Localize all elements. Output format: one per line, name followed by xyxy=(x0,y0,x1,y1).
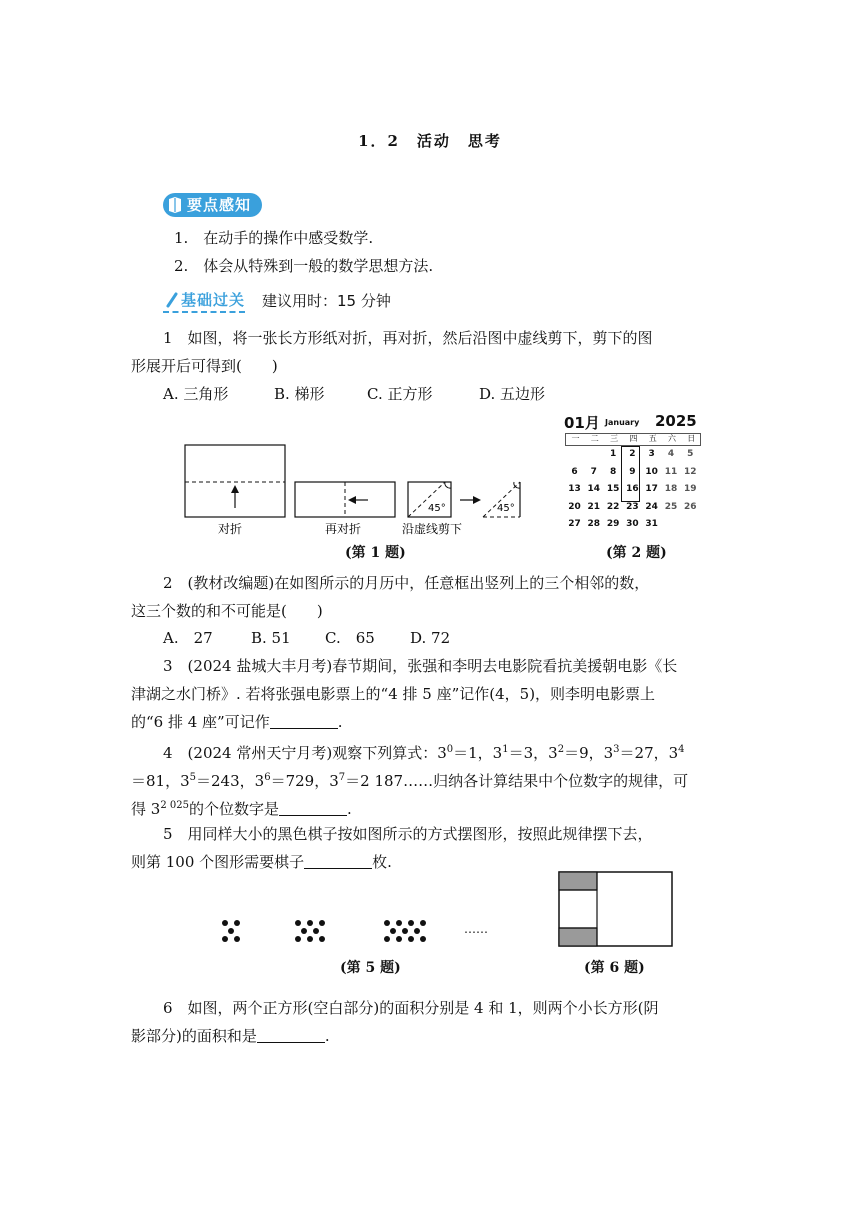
q4-exp: 0 xyxy=(446,744,454,755)
calendar-day: 6 xyxy=(571,466,578,477)
q4-answer-blank[interactable] xyxy=(279,799,347,816)
q2-line1: 2 (教材改编题)在如图所示的月历中，任意框出竖列上的三个相邻的数， xyxy=(163,574,650,592)
label-cut: 沿虚线剪下 xyxy=(402,522,463,536)
q4-text: ＝81，3 xyxy=(131,772,190,790)
calendar-day: 20 xyxy=(568,501,581,512)
q5-figure xyxy=(215,914,455,950)
q4-exp: 1 xyxy=(502,744,509,755)
calendar-day: 9 xyxy=(629,466,636,477)
calendar-day: 13 xyxy=(568,484,581,494)
q4-exp: 7 xyxy=(338,772,346,783)
calendar-day: 28 xyxy=(587,519,601,529)
shaded-rect-bottom xyxy=(559,928,597,946)
q4-line1 xyxy=(163,736,685,767)
calendar-day: 23 xyxy=(626,501,639,512)
q6-line2 xyxy=(131,1022,330,1050)
calendar-day: 15 xyxy=(606,484,620,494)
corner-arc xyxy=(445,482,451,488)
calendar-month: 01月 xyxy=(564,414,600,432)
page-title: 1．2 活动 思考 xyxy=(358,132,502,150)
calendar-day: 12 xyxy=(684,466,697,477)
q2-option-b: B. 51 xyxy=(251,629,291,647)
q4-text: 得 3 xyxy=(131,800,161,818)
q4-text: ＝2 187……归纳各计算结果中个位数字的规律，可 xyxy=(345,772,689,790)
key-points-badge xyxy=(163,193,262,217)
caption-q1: (第 1 题) xyxy=(345,545,406,561)
calendar-day: 3 xyxy=(648,449,655,459)
calendar-weekday: 二 xyxy=(590,434,599,443)
calendar-day: 1 xyxy=(609,449,617,459)
q3-line2: 津湖之水门桥》. 若将张强电影票上的“4 排 5 座”记作(4，5)，则李明电影票上 xyxy=(131,685,656,703)
q4-exp: 4 xyxy=(678,744,685,755)
calendar-day: 2 xyxy=(629,449,636,459)
q4-line3 xyxy=(131,792,352,823)
angle-label-1: 45° xyxy=(428,503,446,514)
caption-q5: (第 5 题) xyxy=(340,960,401,976)
q1-figure xyxy=(180,440,530,540)
calendar-day: 18 xyxy=(664,484,678,494)
label-fold-again: 再对折 xyxy=(325,522,362,536)
q4-exp: 2 xyxy=(557,744,565,755)
q4-exp: 6 xyxy=(264,772,271,783)
calendar-weekday: 四 xyxy=(629,434,638,443)
caption-q2: (第 2 题) xyxy=(606,545,667,561)
pattern-2 xyxy=(295,920,325,942)
calendar-day: 11 xyxy=(664,466,678,477)
key-point-1: 1. 在动手的操作中感受数学. xyxy=(174,229,374,247)
key-point-2: 2. 体会从特殊到一般的数学思想方法. xyxy=(174,257,434,275)
calendar-day: 29 xyxy=(606,519,620,529)
calendar-day: 14 xyxy=(587,484,601,494)
q3-line1: 3 (2024 盐城大丰月考)春节期间，张强和李明去电影院看抗美援朝电影《长 xyxy=(163,657,678,675)
pattern-1 xyxy=(222,920,240,942)
key-points-label: 要点感知 xyxy=(187,196,252,214)
q2-options xyxy=(163,624,450,652)
q1-option-b: B. 梯形 xyxy=(274,385,325,403)
shaded-rect-top xyxy=(559,872,597,890)
q5-ellipsis: …… xyxy=(464,922,488,936)
calendar-day: 7 xyxy=(590,466,597,477)
label-fold: 对折 xyxy=(218,522,243,536)
q1-option-a: A. 三角形 xyxy=(163,385,229,403)
calendar-day: 16 xyxy=(626,484,639,494)
q6-figure xyxy=(556,870,674,950)
q4-text: 4 (2024 常州天宁月考)观察下列算式：3 xyxy=(163,744,447,762)
angle-label-2: 45° xyxy=(497,503,515,514)
q6-answer-blank[interactable] xyxy=(257,1026,325,1043)
q4-text: ＝3，3 xyxy=(508,744,558,762)
calendar-month-en: January xyxy=(605,418,640,427)
calendar-day: 4 xyxy=(667,449,675,459)
q4-text: 的个位数字是 xyxy=(188,800,279,818)
arrow-head-up-icon xyxy=(231,485,239,493)
q5-line1: 5 用同样大小的黑色棋子按如图所示的方式摆图形，按照此规律摆下去， xyxy=(163,825,653,843)
q3-line3 xyxy=(131,708,343,736)
q5-answer-blank[interactable] xyxy=(304,852,372,869)
q4-line2 xyxy=(131,764,688,795)
q3-line3-text: 的“6 排 4 座”可记作 xyxy=(131,713,270,731)
calendar-day: 8 xyxy=(609,466,617,477)
q1-option-d: D. 五边形 xyxy=(479,385,546,403)
q4-exp: 2 025 xyxy=(160,800,189,811)
q1-option-c: C. 正方形 xyxy=(367,385,433,403)
q5-text: 则第 100 个图形需要棋子 xyxy=(131,853,305,871)
calendar-weekday: 一 xyxy=(571,434,580,443)
calendar-day: 10 xyxy=(645,466,658,477)
q4-text: ＝9，3 xyxy=(564,744,614,762)
calendar-day: 31 xyxy=(645,519,658,529)
book-icon xyxy=(167,196,183,214)
calendar xyxy=(562,412,702,537)
q4-period: . xyxy=(346,800,352,818)
calendar-day: 17 xyxy=(645,484,658,494)
q4-text: ＝729，3 xyxy=(270,772,339,790)
q4-text: ＝243，3 xyxy=(196,772,265,790)
calendar-weekday: 六 xyxy=(668,434,676,443)
q4-exp: 3 xyxy=(613,744,620,755)
calendar-day: 24 xyxy=(645,501,658,512)
q4-exp: 5 xyxy=(189,772,197,783)
basics-label: 基础过关 xyxy=(181,291,246,309)
calendar-day: 21 xyxy=(587,501,601,512)
q4-text: ＝1，3 xyxy=(453,744,503,762)
q6-text: 影部分)的面积和是 xyxy=(131,1027,257,1045)
q4-text: ＝27，3 xyxy=(619,744,679,762)
q1-line1: 1 如图，将一张长方形纸对折，再对折，然后沿图中虚线剪下，剪下的图 xyxy=(163,329,653,347)
q3-period: . xyxy=(337,713,343,731)
q6-line1: 6 如图，两个正方形(空白部分)的面积分别是 4 和 1，则两个小长方形(阴 xyxy=(163,999,659,1017)
calendar-weekday-row xyxy=(565,433,701,446)
calendar-day: 26 xyxy=(684,501,697,512)
calendar-frame-box xyxy=(621,446,640,502)
calendar-day: 30 xyxy=(626,519,639,529)
calendar-day: 19 xyxy=(684,484,697,494)
calendar-weekday: 日 xyxy=(687,434,696,443)
q3-answer-blank[interactable] xyxy=(270,712,338,729)
q5-text: 枚. xyxy=(372,853,392,871)
arrow-head-left-icon xyxy=(348,496,356,504)
q2-line2: 这三个数的和不可能是( ) xyxy=(131,602,323,620)
calendar-weekday: 五 xyxy=(648,434,657,443)
calendar-day: 25 xyxy=(664,501,678,512)
pattern-3 xyxy=(384,920,426,942)
q6-period: . xyxy=(324,1027,330,1045)
calendar-day: 5 xyxy=(687,449,694,459)
calendar-day: 27 xyxy=(568,519,581,529)
basics-badge xyxy=(163,289,245,313)
calendar-weekday: 三 xyxy=(610,434,619,443)
q1-line2: 形展开后可得到( ) xyxy=(131,357,278,375)
arrow-head-right-icon xyxy=(473,496,481,504)
q2-option-c: C. 65 xyxy=(325,629,375,647)
q1-options xyxy=(163,380,545,408)
q2-option-a: A. 27 xyxy=(163,629,213,647)
suggested-time: 建议用时：15 分钟 xyxy=(262,292,391,310)
q2-option-d: D. 72 xyxy=(410,629,451,647)
pencil-icon xyxy=(165,292,179,308)
calendar-day: 22 xyxy=(606,501,620,512)
q5-line2 xyxy=(131,848,392,876)
calendar-year: 2025 xyxy=(655,412,697,430)
caption-q6: (第 6 题) xyxy=(584,960,645,976)
